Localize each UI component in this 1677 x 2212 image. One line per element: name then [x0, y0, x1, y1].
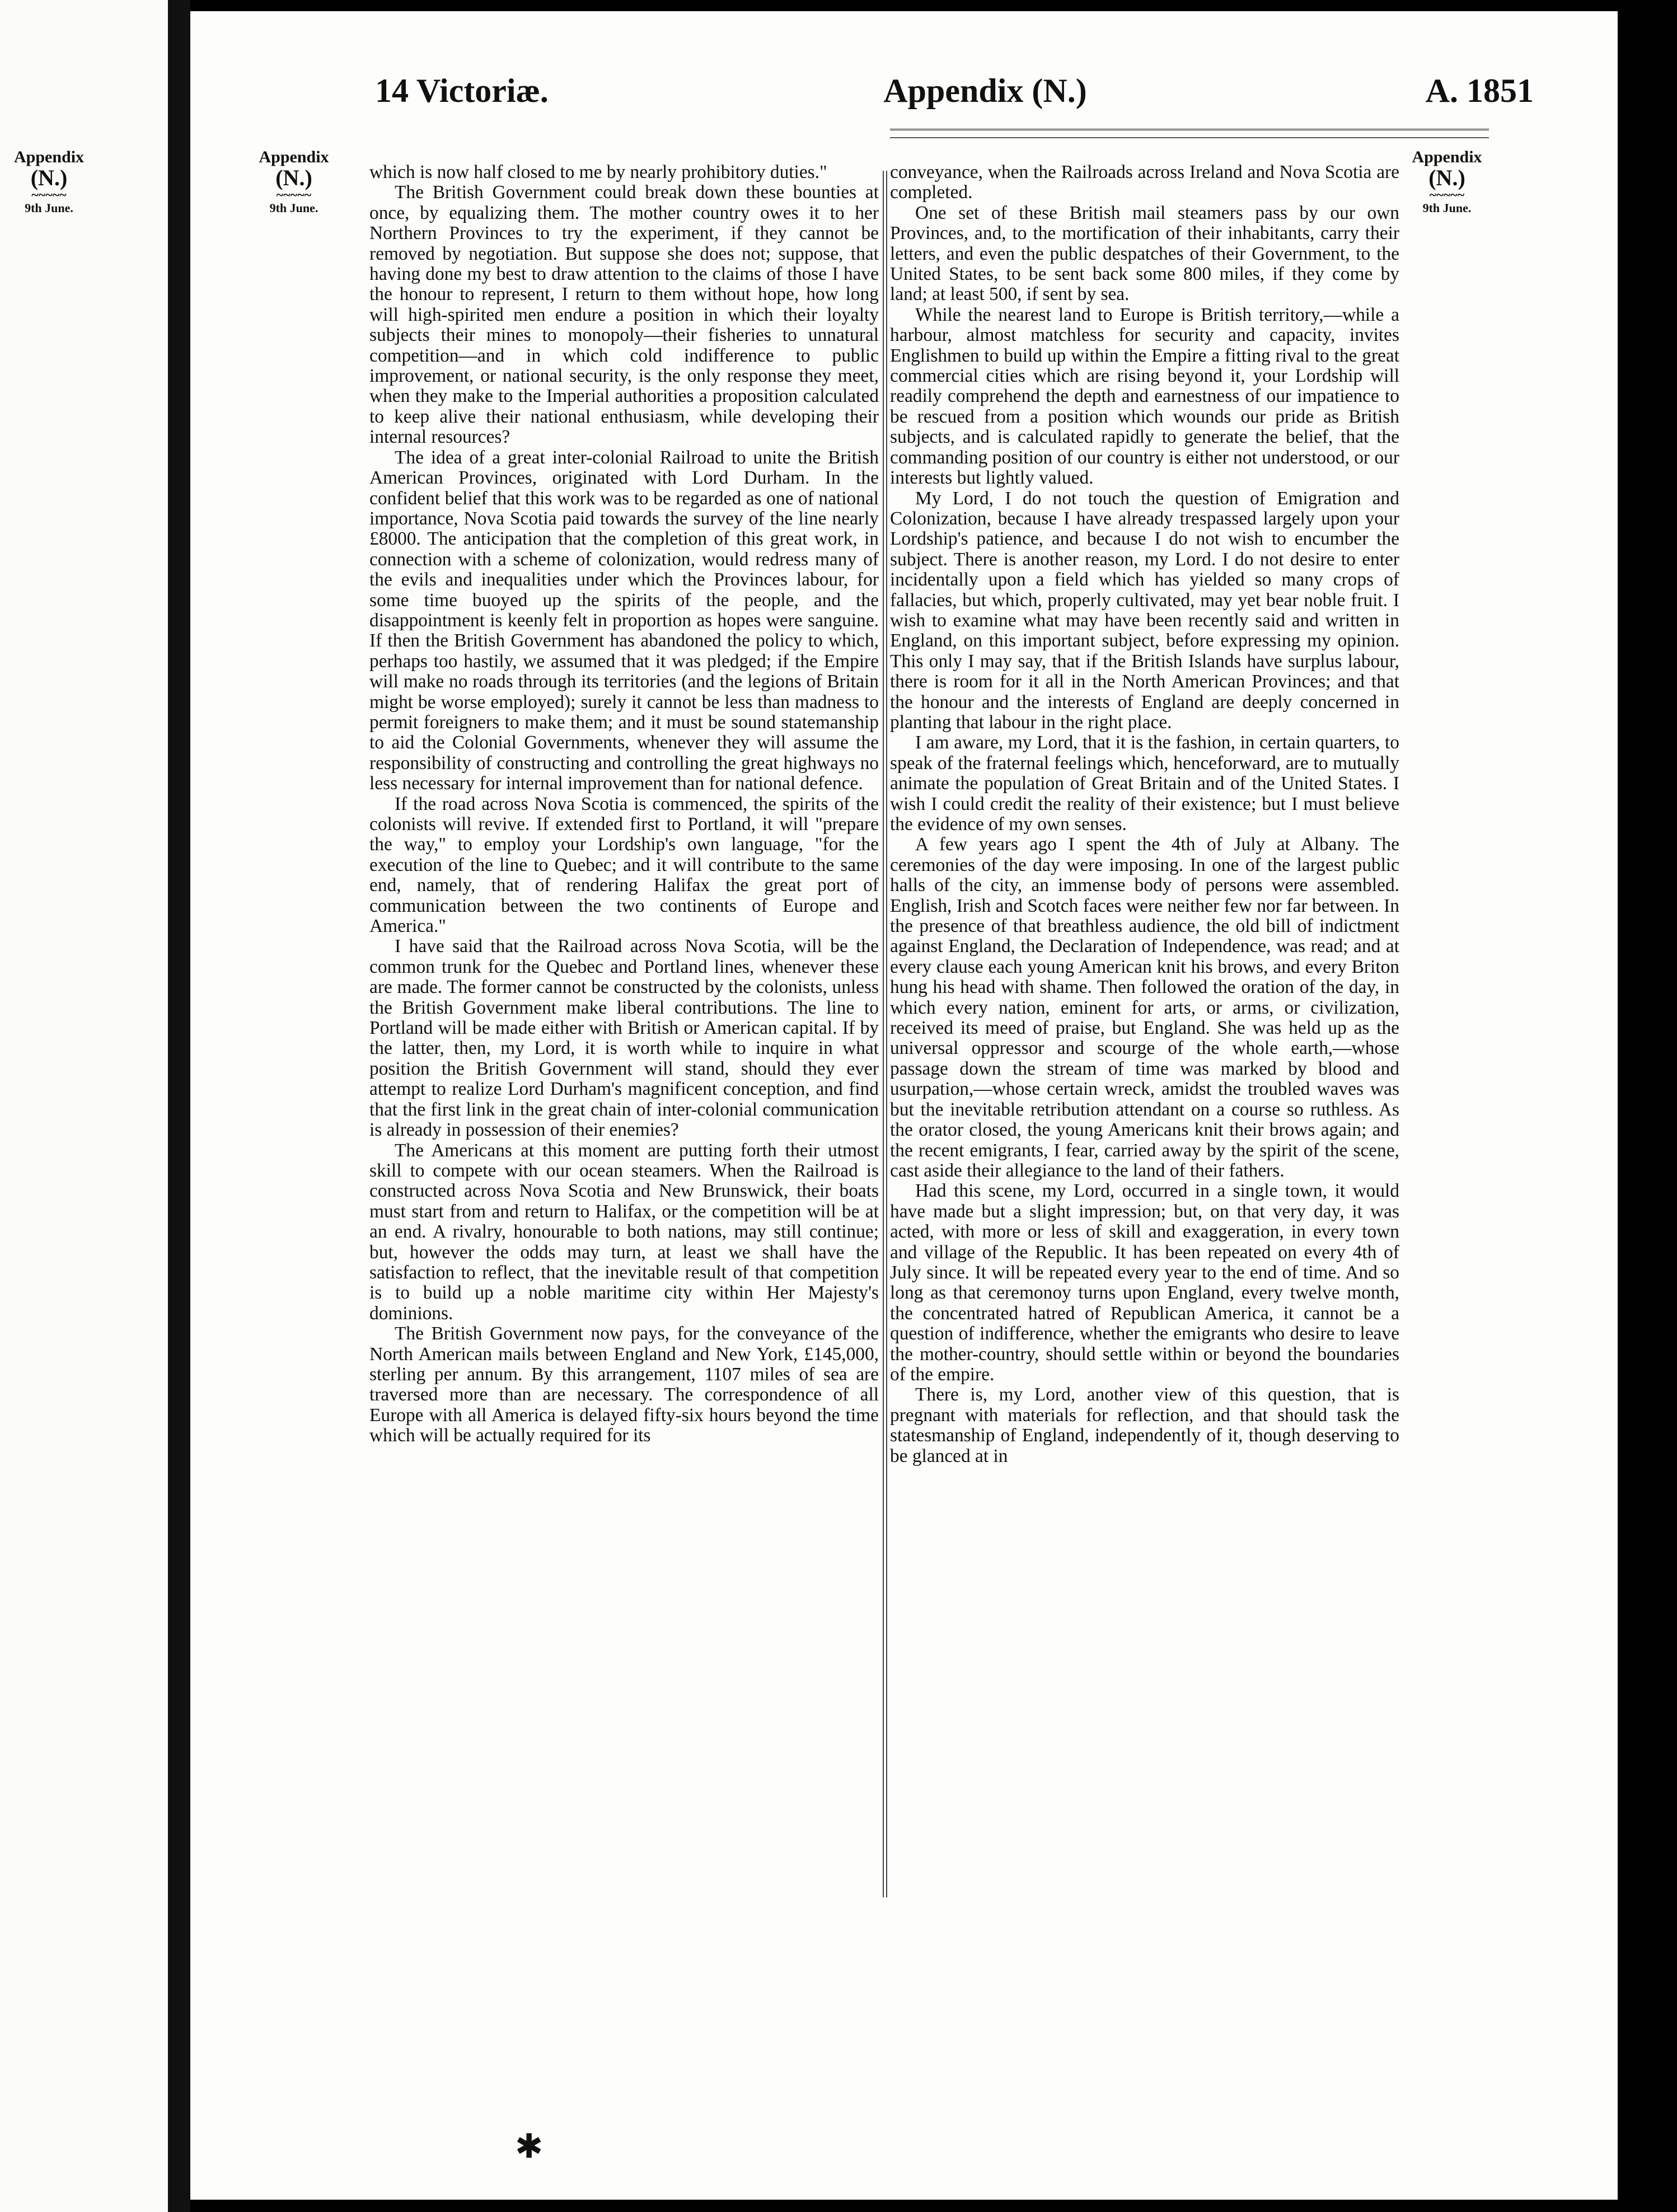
margin-note-date: 9th June.	[269, 201, 318, 215]
paragraph: The Americans at this moment are putting forth their utmost skill to compete with our ocean steamers. When the Railroad is constructed across Nova Scotia and New Brunswick, their boats must start from and return to Halifax, or the competition will be at an end. A rivalry, honourable to both nations, may still continue; but, however the odds may turn, at least we shall have the satisfaction to reflect, that the inevitable result of that competition is to build up a noble maritime city within Her Majesty's dominions.	[369, 1140, 879, 1324]
paragraph: A few years ago I spent the 4th of July at Albany. The ceremonies of the day were imposing. In one of the largest public halls of the city, an immense body of persons were assembled. English, Irish and Scotch faces were neither few nor far between. In the presence of that breathless audience, the old bill of indictment against England, the Declaration of Independence, was read; and at every clause each young American knit his brows, and every Briton hung his head with shame. Then followed the oration of the day, in which every nation, eminent for arts, or arms, or civilization, received its meed of praise, but England. She was held up as the universal oppressor and scourge of the whole earth,—whose passage down the stream of time was marked by blood and usurpation,—whose certain wreck, amidst the troubled waves was but the inevitable retribution attendant on a course so ruthless. As the orator closed, the young Americans knit their brows again; and the recent emigrants, I fear, carried away by the spirit of the scene, cast aside their allegiance to the land of their fathers.	[890, 834, 1399, 1181]
left-text-column	[369, 162, 879, 1892]
margin-note-title: Appendix	[1412, 148, 1482, 166]
column-divider	[883, 171, 887, 1897]
paragraph: The British Government now pays, for the conveyance of the North American mails between England and New York, £145,000, sterling per annum. By this arrangement, 1107 miles of sea are traversed more than are necessary. The correspondence of all Europe with all America is delayed fifty-six hours beyond the time which will be actually required for its	[369, 1323, 879, 1446]
paragraph: My Lord, I do not touch the question of Emigration and Colonization, because I have already trespassed largely upon your Lordship's patience, and because I do not wish to encumber the subject. There is another reason, my Lord. I do not desire to enter incidentally upon a field which has yielded so many crops of fallacies, but which, properly cultivated, may yet bear noble fruit. I wish to examine what may have been recently said and written in England, on this important subject, before expressing my opinion. This only I may say, that if the British Islands have surplus labour, there is room for it all in the North American Provinces; and that the honour and the interests of England are deeply concerned in planting that labour in the right place.	[890, 488, 1399, 733]
right-margin-note	[1399, 148, 1495, 214]
paragraph: The idea of a great inter-colonial Railroad to unite the British American Provinces, originated with Lord Durham. In the confident belief that this work was to be regarded as one of national importance, Nova Scotia paid towards the survey of the line nearly £8000. The anticipation that the completion of this great work, in connection with a scheme of colonization, would redress many of the evils and inequalities under which the Provinces labour, for some time buoyed up the spirits of the people, and the disappointment is keenly felt in proportion as hopes were sanguine. If then the British Government has abandoned the policy to which, perhaps too hastily, we assumed that it was pledged; if the Empire will make no roads through its territories (and the legions of Britain might be worse employed); surely it cannot be less than madness to permit foreigners to make them; and it must be sound statemanship to aid the Colonial Governments, whenever they will assume the responsibility of constructing and controlling the great highways no less necessary for internal improvement than for national defence.	[369, 447, 879, 794]
running-head-center: Appendix (N.)	[883, 72, 1087, 109]
paragraph: I am aware, my Lord, that it is the fashion, in certain quarters, to speak of the fraternal feelings which, henceforward, are to mutually animate the population of Great Britain and of the United States. I wish I could credit the reality of their existence; but I must believe the evidence of my own senses.	[890, 732, 1399, 835]
margin-note-letter: (N.)	[30, 165, 68, 190]
scan-edge	[1618, 0, 1677, 2212]
margin-note-title: Appendix	[259, 148, 329, 166]
ink-blot: ✱	[515, 2128, 544, 2165]
running-head-right: A. 1851	[1425, 72, 1534, 109]
paragraph: One set of these British mail steamers pass by our own Provinces, and, to the mortification of their inhabitants, carry their letters, and even the public despatches of their Government, to the United States, to be sent back some 800 miles, if they come by land; at least 500, if sent by sea.	[890, 202, 1399, 305]
margin-note-rule: ~~~~~	[276, 188, 312, 203]
margin-note-rule: ~~~~~	[1429, 188, 1465, 203]
right-text-column	[890, 162, 1399, 1892]
paragraph: While the nearest land to Europe is British territory,—while a harbour, almost matchless for security and capacity, invites Englishmen to build up within the Empire a fitting rival to the great commercial cities which are rising beyond it, your Lordship will readily comprehend the depth and earnestness of our impatience to be rescued from a position which wounds our pride as British subjects, and is calculated rapidly to generate the belief, that the commanding position of our country is either not understood, or our interests but lightly valued.	[890, 304, 1399, 489]
paragraph: conveyance, when the Railroads across Ireland and Nova Scotia are completed.	[890, 162, 1399, 203]
paragraph: which is now half closed to me by nearly prohibitory duties."	[369, 162, 827, 182]
margin-note-date: 9th June.	[25, 201, 73, 215]
book-gutter	[168, 0, 190, 2212]
left-margin-note	[246, 148, 341, 214]
facing-page-strip	[0, 0, 168, 2212]
paragraph: Had this scene, my Lord, occurred in a single town, it would have made but a slight impression; but, on that very day, it was acted, with more or less of skill and exaggeration, in every town and village of the Republic. It has been repeated on every 4th of July since. It will be repeated every year to the end of time. And so long as that ceremonoy turns upon England, every twelve month, the concentrated hatred of Republican America, it cannot be a question of indifference, whether the emigrants who desire to leave the mother-country, should settle within or beyond the boundaries of the empire.	[890, 1180, 1399, 1385]
margin-note-rule: ~~~~~	[31, 188, 67, 203]
running-head-left: 14 Victoriæ.	[375, 72, 549, 109]
paragraph: I have said that the Railroad across Nova Scotia, will be the common trunk for the Quebec and Portland lines, whenever these are made. The former cannot be constructed by the colonists, unless the British Government make liberal contributions. The line to Portland will be made either with British or American capital. If by the latter, then, my Lord, it is worth while to inquire in what position the British Government will stand, should they ever attempt to realize Lord Durham's magnificent conception, and find that the first link in the great chain of inter-colonial communication is already in possession of their enemies?	[369, 936, 879, 1141]
paragraph: There is, my Lord, another view of this question, that is pregnant with materials for reflection, and that should task the statesmanship of England, independently of it, though deserving to be glanced at in	[890, 1384, 1399, 1466]
facing-page-margin-note	[0, 148, 98, 214]
header-rule	[890, 129, 1489, 138]
document-page	[190, 11, 1618, 2200]
paragraph: The British Government could break down these bounties at once, by equalizing them. The mother country owes it to her Northern Provinces to try the experiment, if they cannot be removed by negotiation. But suppose she does not; suppose, that having done my best to draw attention to the claims of those I have the honour to represent, I return to them without hope, how long will high-spirited men endure a position in which their loyalty subjects their mines to monopoly—their fisheries to unnatural competition—and in which cold indifference to public improvement, or national security, is the only response they meet, when they make to the Imperial authorities a proposition calculated to keep alive their national enthusiasm, while developing their internal resources?	[369, 182, 879, 448]
margin-note-letter: (N.)	[1428, 165, 1465, 190]
margin-note-date: 9th June.	[1422, 201, 1472, 215]
margin-note-title: Appendix	[13, 148, 85, 166]
paragraph: If the road across Nova Scotia is commenced, the spirits of the colonists will revive. If extended first to Portland, it will "prepare the way," to employ your Lordship's own language, "for the execution of the line to Quebec; and it will contribute to the same end, namely, that of rendering Halifax the great port of communication between the two continents of Europe and America."	[369, 793, 879, 937]
margin-note-letter: (N.)	[275, 165, 312, 190]
